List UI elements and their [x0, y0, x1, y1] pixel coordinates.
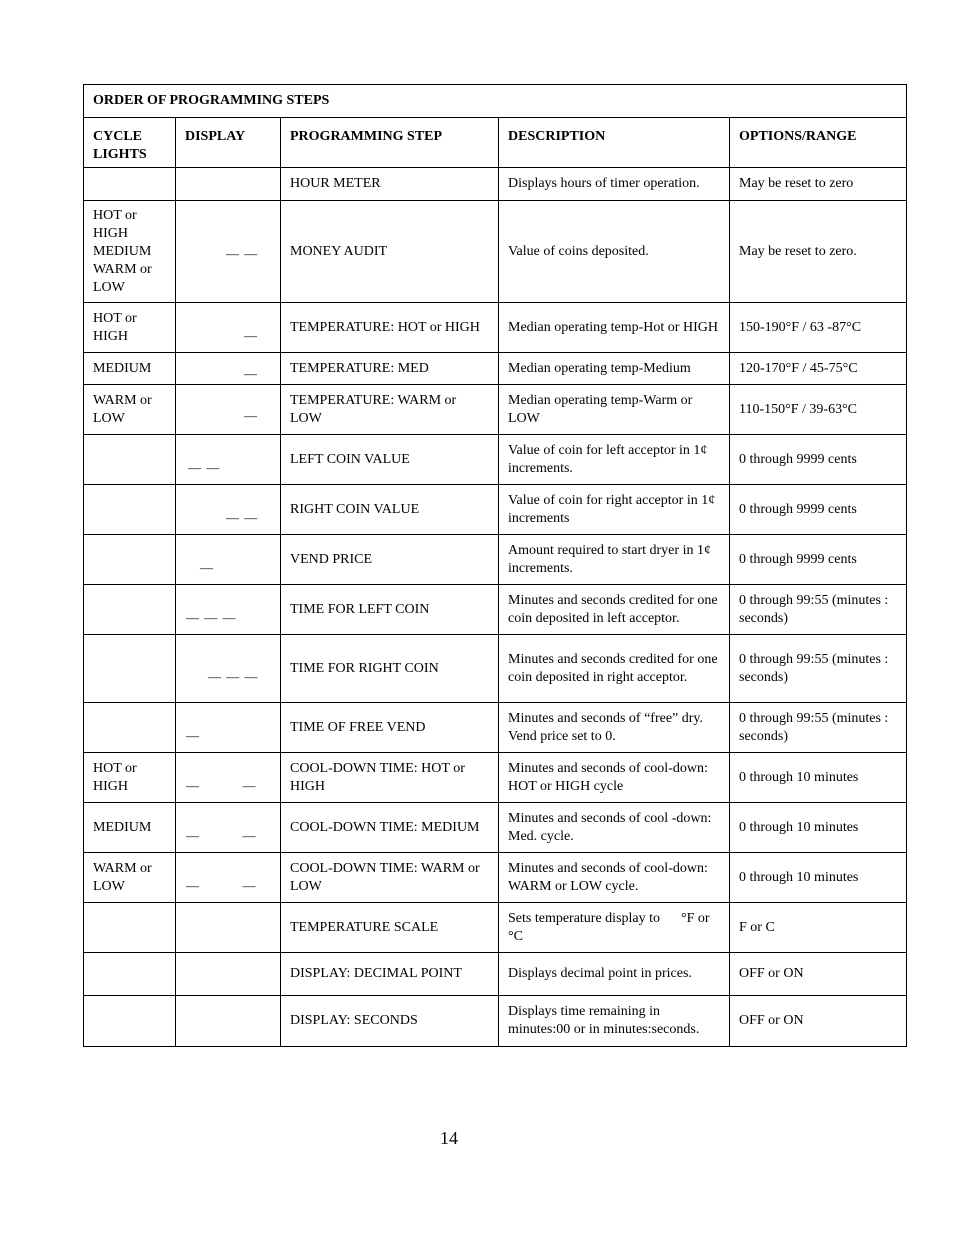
description-cell: Amount required to start dryer in 1¢ increments. — [499, 535, 730, 585]
programming-step-cell: COOL-DOWN TIME: MEDIUM — [281, 803, 499, 853]
description-cell: Minutes and seconds of cool -down: Med. cycle. — [499, 803, 730, 853]
table-row — [84, 201, 907, 303]
options-range-cell: F or C — [730, 903, 907, 953]
display-cell — [176, 485, 281, 535]
cycle-lights-cell — [84, 168, 176, 201]
display-segments: — — — [188, 460, 221, 475]
display-segments: — — [244, 408, 258, 423]
options-range-cell: 0 through 9999 cents — [730, 435, 907, 485]
display-segments: — — — [226, 246, 259, 261]
display-cell — [176, 385, 281, 435]
display-cell — [176, 353, 281, 385]
display-cell — [176, 853, 281, 903]
options-range-cell: 120-170°F / 45-75°C — [730, 353, 907, 385]
options-range-cell: 0 through 10 minutes — [730, 853, 907, 903]
programming-steps-table — [83, 84, 907, 1047]
display-segments: — — [244, 328, 258, 343]
cycle-lights-cell — [84, 953, 176, 996]
display-segments: — — — [186, 778, 257, 793]
options-range-cell: 0 through 10 minutes — [730, 803, 907, 853]
display-segments: — — [186, 728, 200, 743]
programming-step-cell: LEFT COIN VALUE — [281, 435, 499, 485]
programming-step-cell: RIGHT COIN VALUE — [281, 485, 499, 535]
page-number: 14 — [440, 1128, 458, 1148]
display-segments: — — — [226, 510, 259, 525]
options-range-cell: 0 through 9999 cents — [730, 535, 907, 585]
display-cell — [176, 703, 281, 753]
cycle-lights-cell — [84, 435, 176, 485]
description-cell: Displays time remaining in minutes:00 or in minutes:seconds. — [499, 996, 730, 1047]
table-row — [84, 353, 907, 385]
table-row — [84, 303, 907, 353]
table-row — [84, 853, 907, 903]
programming-step-cell: TEMPERATURE SCALE — [281, 903, 499, 953]
options-range-cell: 0 through 10 minutes — [730, 753, 907, 803]
display-segments: — — — [186, 828, 257, 843]
description-cell: Sets temperature display to °F or °C — [499, 903, 730, 953]
table-row — [84, 385, 907, 435]
programming-step-cell: HOUR METER — [281, 168, 499, 201]
options-range-cell: 0 through 9999 cents — [730, 485, 907, 535]
table-row — [84, 803, 907, 853]
description-cell: Value of coin for left acceptor in 1¢ increments. — [499, 435, 730, 485]
display-cell — [176, 535, 281, 585]
description-cell: Value of coins deposited. — [499, 201, 730, 303]
options-range-cell: May be reset to zero. — [730, 201, 907, 303]
options-range-cell: 0 through 99:55 (minutes : seconds) — [730, 585, 907, 635]
cycle-lights-cell — [84, 903, 176, 953]
programming-step-cell: COOL-DOWN TIME: WARM or LOW — [281, 853, 499, 903]
description-cell: Value of coin for right acceptor in 1¢ increments — [499, 485, 730, 535]
display-cell — [176, 803, 281, 853]
programming-step-cell: TIME OF FREE VEND — [281, 703, 499, 753]
table-row — [84, 996, 907, 1047]
table-row — [84, 753, 907, 803]
cycle-lights-cell: MEDIUM — [84, 803, 176, 853]
cycle-lights-cell — [84, 703, 176, 753]
programming-step-cell: TEMPERATURE: HOT or HIGH — [281, 303, 499, 353]
header-display: DISPLAY — [176, 118, 281, 168]
display-cell — [176, 635, 281, 703]
programming-step-cell: DISPLAY: SECONDS — [281, 996, 499, 1047]
description-cell: Median operating temp-Hot or HIGH — [499, 303, 730, 353]
options-range-cell: May be reset to zero — [730, 168, 907, 201]
options-range-cell: OFF or ON — [730, 953, 907, 996]
table-row — [84, 903, 907, 953]
programming-step-cell: TIME FOR RIGHT COIN — [281, 635, 499, 703]
table-row — [84, 535, 907, 585]
programming-step-cell: VEND PRICE — [281, 535, 499, 585]
programming-step-cell: TIME FOR LEFT COIN — [281, 585, 499, 635]
cycle-lights-cell: HOT or HIGH MEDIUM WARM or LOW — [84, 201, 176, 303]
options-range-cell: 0 through 99:55 (minutes : seconds) — [730, 703, 907, 753]
display-cell — [176, 303, 281, 353]
table-row — [84, 435, 907, 485]
description-cell: Median operating temp-Medium — [499, 353, 730, 385]
cycle-lights-cell — [84, 996, 176, 1047]
table-row — [84, 168, 907, 201]
description-cell: Displays decimal point in prices. — [499, 953, 730, 996]
display-cell — [176, 753, 281, 803]
description-cell: Minutes and seconds credited for one coin deposited in right acceptor. — [499, 635, 730, 703]
cycle-lights-cell — [84, 535, 176, 585]
description-cell: Displays hours of timer operation. — [499, 168, 730, 201]
header-cycle-lights: CYCLE LIGHTS — [84, 118, 176, 168]
description-cell: Median operating temp-Warm or LOW — [499, 385, 730, 435]
table-row — [84, 953, 907, 996]
display-cell — [176, 585, 281, 635]
programming-step-cell: DISPLAY: DECIMAL POINT — [281, 953, 499, 996]
header-programming-step: PROGRAMMING STEP — [281, 118, 499, 168]
programming-step-cell: COOL-DOWN TIME: HOT or HIGH — [281, 753, 499, 803]
options-range-cell: OFF or ON — [730, 996, 907, 1047]
header-options-range: OPTIONS/RANGE — [730, 118, 907, 168]
programming-step-cell: TEMPERATURE: MED — [281, 353, 499, 385]
cycle-lights-cell: HOT or HIGH — [84, 753, 176, 803]
display-segments: — — [244, 366, 258, 381]
table-row — [84, 703, 907, 753]
options-range-cell: 110-150°F / 39-63°C — [730, 385, 907, 435]
description-cell: Minutes and seconds credited for one coin deposited in left acceptor. — [499, 585, 730, 635]
display-cell — [176, 435, 281, 485]
display-cell — [176, 903, 281, 953]
table-row — [84, 635, 907, 703]
description-cell: Minutes and seconds of “free” dry. Vend price set to 0. — [499, 703, 730, 753]
cycle-lights-cell — [84, 585, 176, 635]
options-range-cell: 0 through 99:55 (minutes : seconds) — [730, 635, 907, 703]
display-cell — [176, 168, 281, 201]
cycle-lights-cell: WARM or LOW — [84, 385, 176, 435]
display-segments: — — — — [186, 610, 237, 625]
display-cell — [176, 201, 281, 303]
display-segments: — — — [186, 878, 257, 893]
table-row — [84, 485, 907, 535]
cycle-lights-cell — [84, 635, 176, 703]
options-range-cell: 150-190°F / 63 -87°C — [730, 303, 907, 353]
description-cell: Minutes and seconds of cool-down: HOT or HIGH cycle — [499, 753, 730, 803]
cycle-lights-cell: MEDIUM — [84, 353, 176, 385]
display-cell — [176, 953, 281, 996]
display-cell — [176, 996, 281, 1047]
cycle-lights-cell: HOT or HIGH — [84, 303, 176, 353]
cycle-lights-cell: WARM or LOW — [84, 853, 176, 903]
display-segments: — — [200, 560, 214, 575]
cycle-lights-cell — [84, 485, 176, 535]
programming-step-cell: TEMPERATURE: WARM or LOW — [281, 385, 499, 435]
header-description: DESCRIPTION — [499, 118, 730, 168]
display-segments: — — — — [208, 669, 259, 684]
table-row — [84, 585, 907, 635]
programming-step-cell: MONEY AUDIT — [281, 201, 499, 303]
table-title: ORDER OF PROGRAMMING STEPS — [84, 85, 907, 118]
description-cell: Minutes and seconds of cool-down: WARM or LOW cycle. — [499, 853, 730, 903]
